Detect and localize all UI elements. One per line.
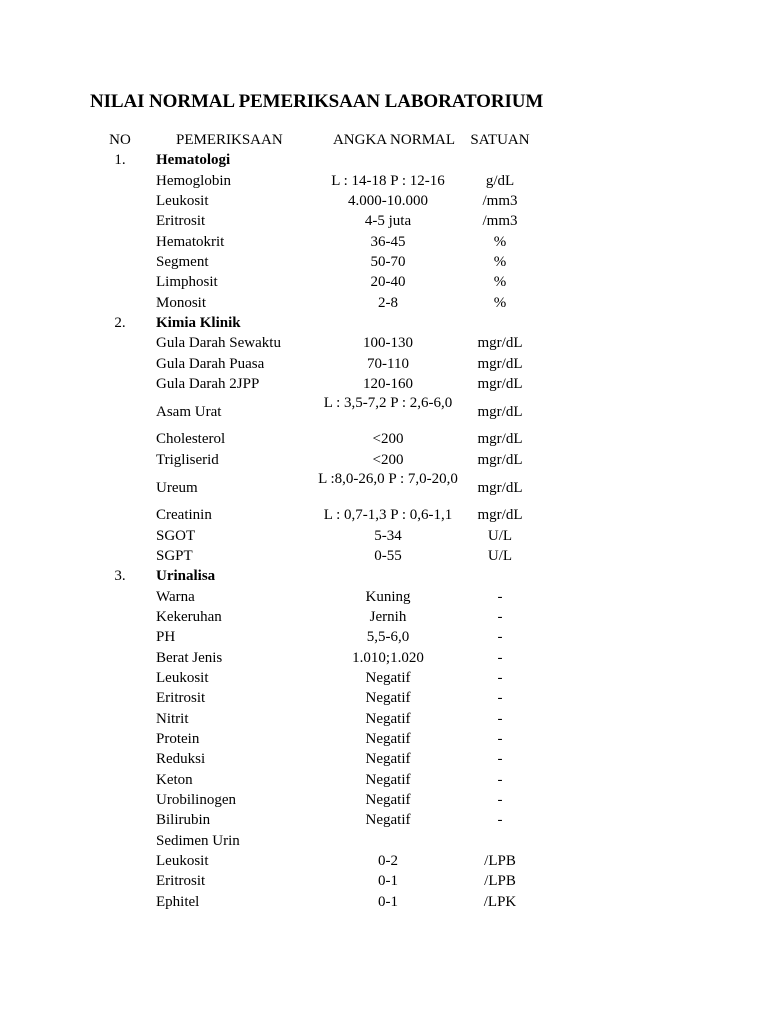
unit: mgr/dL bbox=[477, 376, 523, 393]
table-row bbox=[0, 252, 768, 272]
normal-range: Negatif bbox=[365, 710, 411, 727]
unit: - bbox=[497, 812, 503, 829]
unit: - bbox=[497, 588, 503, 605]
normal-range: 0-55 bbox=[374, 547, 402, 564]
section-number: 1. bbox=[114, 152, 126, 169]
header-no: NO bbox=[109, 132, 131, 148]
normal-range: Negatif bbox=[365, 771, 411, 788]
test-name: Creatinin bbox=[156, 507, 212, 524]
table-row bbox=[0, 211, 768, 231]
normal-range: 70-110 bbox=[367, 355, 409, 372]
table-row bbox=[0, 627, 768, 647]
normal-range: 1.010;1.020 bbox=[352, 649, 424, 666]
table-row bbox=[0, 505, 768, 525]
test-name: Leukosit bbox=[156, 669, 209, 686]
normal-range: Negatif bbox=[365, 812, 411, 829]
unit: mgr/dL bbox=[477, 431, 523, 448]
test-name: Segment bbox=[156, 254, 209, 271]
normal-range: 2-8 bbox=[378, 294, 398, 311]
test-name: Cholesterol bbox=[156, 431, 226, 448]
unit: mgr/dL bbox=[477, 507, 523, 524]
section-row bbox=[0, 150, 768, 170]
section-row bbox=[0, 566, 768, 586]
test-name: Sedimen Urin bbox=[156, 832, 240, 849]
table-body bbox=[0, 150, 768, 912]
normal-range: 0-2 bbox=[378, 853, 398, 869]
test-name: Protein bbox=[156, 730, 200, 747]
unit: - bbox=[497, 710, 503, 727]
normal-range: 100-130 bbox=[363, 335, 413, 352]
table-row bbox=[0, 394, 768, 429]
table-row bbox=[0, 171, 768, 191]
normal-range: 50-70 bbox=[370, 254, 406, 271]
table-row bbox=[0, 232, 768, 252]
page-title: NILAI NORMAL PEMERIKSAAN LABORATORIUM bbox=[90, 91, 544, 112]
normal-range: Negatif bbox=[365, 669, 411, 686]
table-row bbox=[0, 354, 768, 374]
test-name: Kekeruhan bbox=[156, 608, 222, 625]
normal-range: 36-45 bbox=[370, 233, 406, 250]
test-name: Ureum bbox=[156, 479, 198, 496]
test-name: Warna bbox=[156, 588, 195, 605]
unit: - bbox=[497, 608, 503, 625]
test-name: SGPT bbox=[156, 547, 193, 564]
table-row bbox=[0, 450, 768, 470]
normal-range: 5,5-6,0 bbox=[366, 629, 410, 646]
header-satuan: SATUAN bbox=[470, 132, 530, 148]
test-name: Leukosit bbox=[156, 193, 209, 210]
unit: /mm3 bbox=[482, 213, 518, 230]
normal-range: 4-5 juta bbox=[364, 213, 412, 230]
table-row bbox=[0, 770, 768, 790]
test-name: Bilirubin bbox=[156, 812, 211, 829]
unit: % bbox=[493, 294, 507, 311]
table-row bbox=[0, 272, 768, 292]
test-name: Eritrosit bbox=[156, 690, 206, 707]
table-row bbox=[0, 790, 768, 810]
unit: - bbox=[497, 791, 503, 808]
header-angka-normal: ANGKA NORMAL bbox=[332, 132, 456, 148]
test-name: Trigliserid bbox=[156, 451, 219, 468]
table-row bbox=[0, 851, 768, 871]
unit: /LPK bbox=[483, 893, 517, 910]
section-title: Kimia Klinik bbox=[156, 315, 241, 332]
test-name: Limphosit bbox=[156, 274, 218, 291]
normal-range: <200 bbox=[372, 451, 404, 468]
table-row bbox=[0, 871, 768, 891]
unit: U/L bbox=[487, 547, 513, 564]
normal-range: 120-160 bbox=[363, 376, 413, 393]
unit: - bbox=[497, 649, 503, 666]
unit: - bbox=[497, 629, 503, 646]
table-row bbox=[0, 729, 768, 749]
unit: mgr/dL bbox=[477, 451, 523, 468]
section-number: 2. bbox=[114, 315, 126, 332]
normal-range: Negatif bbox=[365, 751, 411, 768]
normal-range: 5-34 bbox=[374, 527, 402, 544]
table-row bbox=[0, 587, 768, 607]
test-name: Eritrosit bbox=[156, 873, 206, 890]
header-pemeriksaan: PEMERIKSAAN bbox=[176, 132, 283, 148]
unit: - bbox=[497, 730, 503, 747]
normal-range: Negatif bbox=[365, 730, 411, 747]
normal-range: 4.000-10.000 bbox=[348, 193, 428, 210]
test-name: Reduksi bbox=[156, 751, 206, 768]
normal-range: L : 0,7-1,3 P : 0,6-1,1 bbox=[323, 507, 453, 524]
unit: /LPB bbox=[484, 853, 516, 869]
table-row bbox=[0, 668, 768, 688]
test-name: Nitrit bbox=[156, 710, 189, 727]
unit: % bbox=[493, 254, 507, 271]
table-row bbox=[0, 810, 768, 830]
unit: mgr/dL bbox=[477, 335, 523, 352]
table-row bbox=[0, 546, 768, 566]
test-name: Eritrosit bbox=[156, 213, 206, 230]
table-row bbox=[0, 607, 768, 627]
test-name: Ephitel bbox=[156, 893, 200, 910]
normal-range: 0-1 bbox=[378, 893, 398, 910]
section-row bbox=[0, 313, 768, 333]
unit: - bbox=[497, 751, 503, 768]
table-row bbox=[0, 333, 768, 353]
section-title: Hematologi bbox=[156, 152, 231, 169]
unit: % bbox=[493, 274, 507, 291]
test-name: Asam Urat bbox=[156, 403, 222, 420]
table-row bbox=[0, 749, 768, 769]
table-row bbox=[0, 526, 768, 546]
test-name: Urobilinogen bbox=[156, 791, 236, 808]
unit: /LPB bbox=[484, 873, 516, 890]
table-row bbox=[0, 374, 768, 394]
test-name: Leukosit bbox=[156, 853, 209, 869]
table-row bbox=[0, 191, 768, 211]
table-row bbox=[0, 470, 768, 505]
section-number: 3. bbox=[114, 568, 126, 585]
unit: - bbox=[497, 669, 503, 686]
normal-range: Jernih bbox=[369, 608, 407, 625]
test-name: Berat Jenis bbox=[156, 649, 223, 666]
test-name: Monosit bbox=[156, 294, 207, 311]
test-name: PH bbox=[156, 629, 176, 646]
unit: - bbox=[497, 771, 503, 788]
table-row bbox=[0, 293, 768, 313]
test-name: Keton bbox=[156, 771, 193, 788]
table-row bbox=[0, 688, 768, 708]
unit: g/dL bbox=[485, 172, 515, 189]
table-row bbox=[0, 648, 768, 668]
lab-values-table bbox=[0, 130, 768, 912]
unit: % bbox=[493, 233, 507, 250]
normal-range: Negatif bbox=[365, 791, 411, 808]
test-name: Gula Darah Sewaktu bbox=[156, 335, 281, 352]
test-name: Hematokrit bbox=[156, 233, 225, 250]
normal-range: Kuning bbox=[365, 588, 411, 605]
table-row bbox=[0, 429, 768, 449]
table-header bbox=[0, 130, 768, 150]
unit: mgr/dL bbox=[477, 479, 523, 496]
table-row bbox=[0, 892, 768, 912]
normal-range: L : 3,5-7,2 P : 2,6-6,0 bbox=[323, 395, 453, 412]
test-name: Hemoglobin bbox=[156, 172, 231, 189]
normal-range: L :8,0-26,0 P : 7,0-20,0 bbox=[318, 471, 458, 488]
unit: U/L bbox=[487, 527, 513, 544]
table-row bbox=[0, 831, 768, 851]
normal-range: <200 bbox=[372, 431, 404, 448]
section-title: Urinalisa bbox=[156, 568, 216, 585]
unit: - bbox=[497, 690, 503, 707]
normal-range: Negatif bbox=[365, 690, 411, 707]
unit: mgr/dL bbox=[477, 355, 523, 372]
test-name: SGOT bbox=[156, 527, 196, 544]
normal-range: 0-1 bbox=[378, 873, 398, 890]
table-row bbox=[0, 709, 768, 729]
normal-range: L : 14-18 P : 12-16 bbox=[331, 172, 445, 189]
normal-range: 20-40 bbox=[370, 274, 406, 291]
unit: /mm3 bbox=[482, 193, 518, 210]
test-name: Gula Darah 2JPP bbox=[156, 376, 260, 393]
test-name: Gula Darah Puasa bbox=[156, 355, 265, 372]
unit: mgr/dL bbox=[477, 403, 523, 420]
